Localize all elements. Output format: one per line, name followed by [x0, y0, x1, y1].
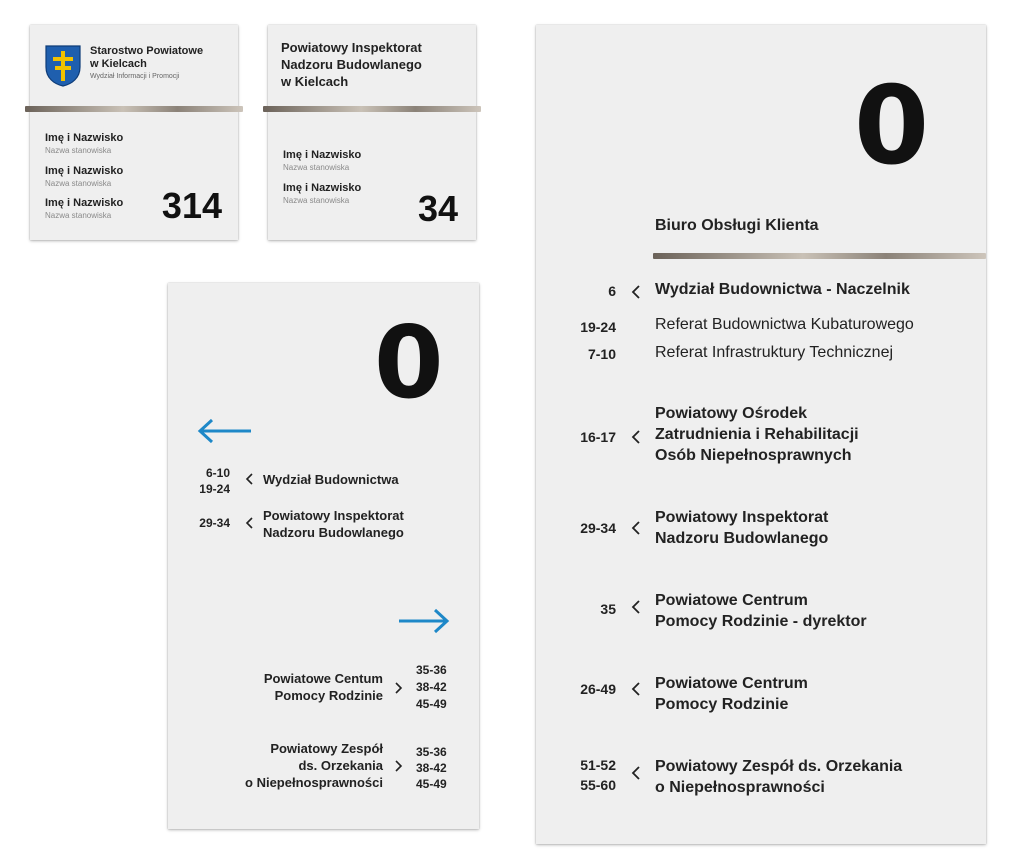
- room-range: 16-17: [580, 429, 616, 445]
- destination-label: Osób Niepełnosprawnych: [655, 447, 852, 464]
- chevron-left-icon: [631, 430, 641, 444]
- org-name-line2: w Kielcach: [90, 58, 147, 70]
- destination-label: Powiatowy Zespół ds. Orzekania: [655, 758, 903, 775]
- chevron-left-icon: [631, 600, 641, 614]
- room-range: 29-34: [199, 516, 230, 530]
- room-range: 6: [608, 283, 616, 299]
- destination-label: Referat Infrastruktury Technicznej: [655, 344, 894, 361]
- person-position: Nazwa stanowiska: [45, 146, 112, 155]
- room-range: 19-24: [199, 482, 230, 496]
- destination-label: o Niepełnosprawności: [245, 775, 383, 790]
- metal-bar: [263, 106, 481, 112]
- destination-label: Nadzoru Budowlanego: [655, 530, 829, 547]
- door-sign-starostwo: [30, 25, 238, 240]
- destination-label: ds. Orzekania: [298, 758, 383, 773]
- org-name-line1: Powiatowy Inspektorat: [281, 40, 422, 55]
- arrow-left-icon: [197, 417, 253, 445]
- destination-label: Pomocy Rodzinie: [655, 696, 789, 713]
- person-name: Imę i Nazwisko: [45, 197, 124, 209]
- room-range: 19-24: [580, 319, 616, 335]
- destination-label: Powiatowe Centrum: [655, 592, 808, 609]
- room-range: 6-10: [205, 466, 230, 480]
- destination-label: Pomocy Rodzinie - dyrektor: [655, 613, 867, 630]
- directional-sign-small: [168, 283, 479, 829]
- room-range: 45-49: [416, 777, 447, 791]
- room-range: 38-42: [416, 680, 447, 694]
- destination-label: o Niepełnosprawności: [655, 779, 825, 796]
- chevron-left-icon: [631, 285, 641, 299]
- room-number: 314: [161, 185, 222, 226]
- chevron-right-icon: [394, 682, 403, 694]
- door-sign-inspektorat: [268, 25, 476, 240]
- person-position: Nazwa stanowiska: [45, 211, 112, 220]
- room-range: 29-34: [580, 520, 616, 536]
- room-range: 26-49: [580, 681, 616, 697]
- coat-of-arms-icon: [45, 45, 81, 87]
- room-range: 45-49: [416, 697, 447, 711]
- room-range: 51-52: [580, 757, 616, 773]
- destination-label: Powiatowy Inspektorat: [655, 509, 829, 526]
- destination-label: Wydział Budownictwa: [263, 472, 399, 487]
- person-position: Nazwa stanowiska: [283, 196, 350, 205]
- room-range: 55-60: [580, 777, 616, 793]
- room-range: 35-36: [416, 663, 447, 677]
- destination-label: Pomocy Rodzinie: [274, 688, 383, 703]
- org-name-line3: w Kielcach: [281, 74, 349, 89]
- chevron-left-icon: [245, 473, 254, 485]
- floor-number: 0: [374, 304, 444, 421]
- person-name: Imę i Nazwisko: [283, 149, 362, 161]
- room-number: 34: [417, 188, 458, 229]
- chevron-left-icon: [245, 517, 254, 529]
- chevron-left-icon: [631, 521, 641, 535]
- room-range: 35-36: [416, 745, 447, 759]
- section-heading: Biuro Obsługi Klienta: [655, 217, 819, 234]
- org-name-line2: Nadzoru Budowlanego: [281, 57, 422, 72]
- destination-label: Powiatowe Centrum: [655, 675, 808, 692]
- department-name: Wydział Informacji i Promocji: [90, 73, 180, 80]
- destination-label: Referat Budownictwa Kubaturowego: [655, 316, 914, 333]
- metal-bar: [653, 253, 986, 259]
- room-range: 7-10: [587, 346, 616, 362]
- org-name-line1: Starostwo Powiatowe: [90, 45, 204, 57]
- person-name: Imę i Nazwisko: [283, 182, 362, 194]
- room-range: 35: [600, 601, 616, 617]
- person-name: Imę i Nazwisko: [45, 165, 124, 177]
- chevron-left-icon: [631, 766, 641, 780]
- person-position: Nazwa stanowiska: [45, 179, 112, 188]
- directional-sign-large: [536, 25, 986, 844]
- chevron-right-icon: [394, 760, 403, 772]
- chevron-left-icon: [631, 682, 641, 696]
- arrow-right-icon: [398, 607, 450, 635]
- metal-bar: [25, 106, 243, 112]
- destination-label: Zatrudnienia i Rehabilitacji: [655, 426, 859, 443]
- person-name: Imę i Nazwisko: [45, 132, 124, 144]
- person-position: Nazwa stanowiska: [283, 163, 350, 172]
- destination-label: Powiatowy Inspektorat: [263, 508, 404, 523]
- destination-label: Wydział Budownictwa - Naczelnik: [655, 281, 910, 298]
- room-range: 38-42: [416, 761, 447, 775]
- destination-label: Powiatowy Ośrodek: [655, 405, 808, 422]
- floor-number: 0: [854, 64, 930, 189]
- destination-label: Nadzoru Budowlanego: [263, 525, 404, 540]
- destination-label: Powiatowe Centum: [263, 671, 383, 686]
- destination-label: Powiatowy Zespół: [270, 741, 383, 756]
